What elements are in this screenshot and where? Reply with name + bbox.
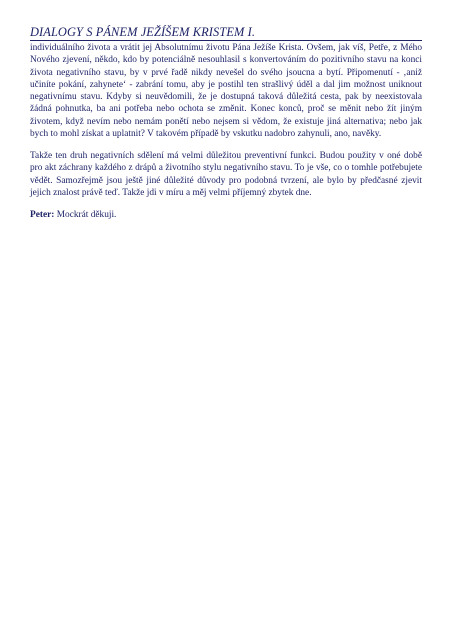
- closing-line: [30, 209, 422, 221]
- closing-text: Mockrát děkuji.: [54, 210, 117, 220]
- paragraph: Takže ten druh negativních sdělení má velmi důležitou preventivní funkci. Budou použity v oné době pro akt záchrany každého z drápů a životního stylu negativního stavu. To je vše, co o tomhle potřebujete vědět. Samozřejmě jsou ještě jiné důležité důvody pro podobná tvrzení, ale bylo by předčasné zjevit jejich znalost právě teď. Takže jdi v míru a měj velmi příjemný zbytek dne.: [30, 151, 422, 198]
- header-rule: [30, 40, 422, 41]
- paragraph: individuálního života a vrátit jej Absolutnímu životu Pána Ježíše Krista. Ovšem, jak víš, Petře, z Mého Nového zjevení, někdo, kdo by potenciálně nesouhlasil s konvertováním do pozitivního stavu na konci života negativního stavu, by v prvé řadě nikdy nevešel do svého jsoucna a bytí. Připomenutí - ‚aniž učiníte pokání, zahynete‘ - zabrání tomu, aby je postihl ten strašlivý úděl a dal jim možnost uniknout negativnímu stavu. Kdyby si neuvědomili, že je dostupná taková důležitá cesta, pak by neexistovala žádná pohnutka, ba ani potřeba nebo ochota se změnit. Konec konců, proč se měnit nebo žít jiným životem, když nevím nebo nemám ponětí nebo nejsem si vědom, že existuje jiná alternativa; nebo jak bych to mohl získat a uplatnit? V takovém případě by vskutku nadobro zahynuli, ano, navěky.: [30, 43, 422, 139]
- running-header: DIALOGY S PÁNEM JEŽÍŠEM KRISTEM I.: [30, 25, 256, 39]
- speaker-label: Peter:: [30, 210, 55, 220]
- body-text: [30, 42, 422, 231]
